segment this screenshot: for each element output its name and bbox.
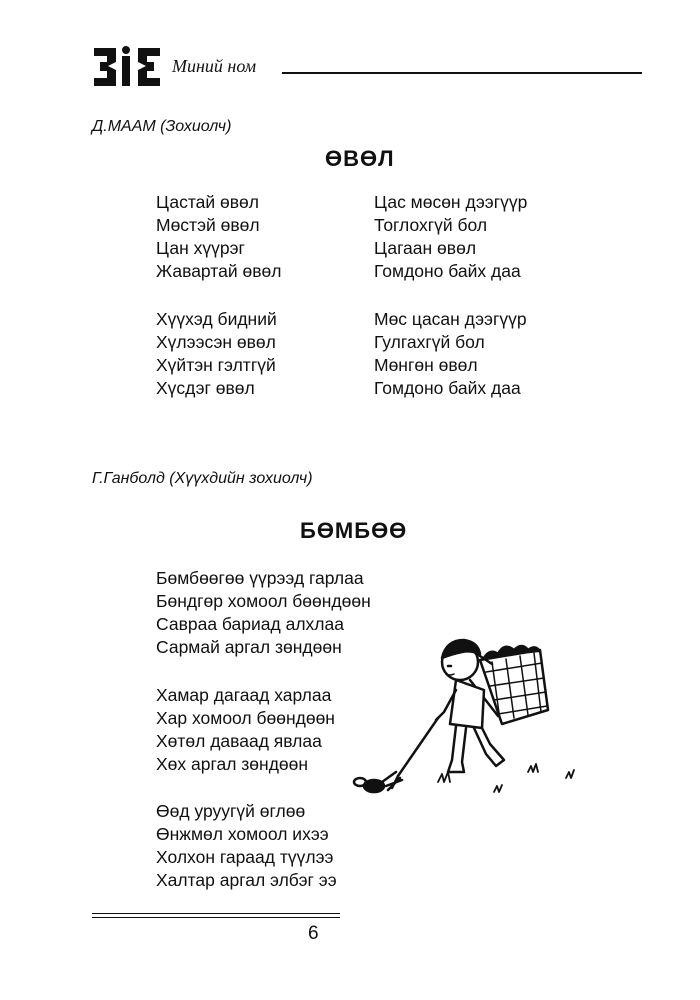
poem-line: Өөд уруугүй өглөө xyxy=(156,801,306,821)
poem1-author: Д.МААМ (Зохиолч) xyxy=(92,118,232,135)
poem-line: Жавартай өвөл xyxy=(156,261,282,281)
poem1-title: ӨВӨЛ xyxy=(325,146,395,171)
poem-line: Гомдоно байх даа xyxy=(374,378,521,398)
child-with-basket-icon xyxy=(352,620,592,810)
poem-line: Хүлээсэн өвөл xyxy=(156,332,276,352)
poem1-right-stanza-2 xyxy=(374,308,527,400)
poem-line: Тоглохгүй бол xyxy=(374,215,488,235)
footer-divider-bottom xyxy=(92,917,340,918)
poem-line: Мөнгөн өвөл xyxy=(374,355,478,375)
poem-line: Халтар аргал элбэг ээ xyxy=(156,870,337,890)
poem-line: Хамар дагаад харлаа xyxy=(156,685,332,705)
poem1-right-stanza-1 xyxy=(374,191,527,283)
poem-line: Хар хомоол бөөндөөн xyxy=(156,708,335,728)
page-header xyxy=(92,42,652,92)
poem2-author: Г.Ганболд (Хүүхдийн зохиолч) xyxy=(92,470,313,487)
poem2-stanza-2 xyxy=(156,684,335,776)
footer-divider-top xyxy=(92,913,340,914)
poem-line: Савраа бариад алхлаа xyxy=(156,614,344,634)
poem-line: Холхон гараад түүлээ xyxy=(156,847,334,867)
poem2-title: БӨМБӨӨ xyxy=(300,518,408,543)
poem-line: Мөстэй өвөл xyxy=(156,215,260,235)
poem1-left-stanza-2 xyxy=(156,308,277,400)
poem-line: Сармай аргал зөндөөн xyxy=(156,637,342,657)
poem-line: Хүйтэн гэлтгүй xyxy=(156,355,276,375)
poem-line: Бөндгөр хомоол бөөндөөн xyxy=(156,591,371,611)
poem-line: Хүүхэд бидний xyxy=(156,309,277,329)
page-number: 6 xyxy=(308,923,319,944)
header-divider xyxy=(282,72,642,74)
poem-line: Цастай өвөл xyxy=(156,192,259,212)
poem-line: Гомдоно байх даа xyxy=(374,261,521,281)
poem-line: Хүсдэг өвөл xyxy=(156,378,255,398)
poem-line: Мөс цасан дээгүүр xyxy=(374,309,527,329)
poem-line: Хөтөл даваад явлаа xyxy=(156,731,322,751)
poem-line: Бөмбөөгөө үүрээд гарлаа xyxy=(156,568,364,588)
book-title: Миний ном xyxy=(172,56,257,76)
poem1-left-stanza-1 xyxy=(156,191,281,283)
poem-line: Гулгахгүй бол xyxy=(374,332,485,352)
poem-line: Цан хүүрэг xyxy=(156,238,245,258)
poem-line: Хөх аргал зөндөөн xyxy=(156,754,309,774)
poem-line: Цагаан өвөл xyxy=(374,238,477,258)
book-logo-icon xyxy=(92,42,162,90)
poem-line: Цас мөсөн дээгүүр xyxy=(374,192,528,212)
poem-line: Өнжмөл хомоол ихээ xyxy=(156,824,329,844)
poem2-stanza-1 xyxy=(156,567,371,659)
poem2-stanza-3 xyxy=(156,800,337,892)
